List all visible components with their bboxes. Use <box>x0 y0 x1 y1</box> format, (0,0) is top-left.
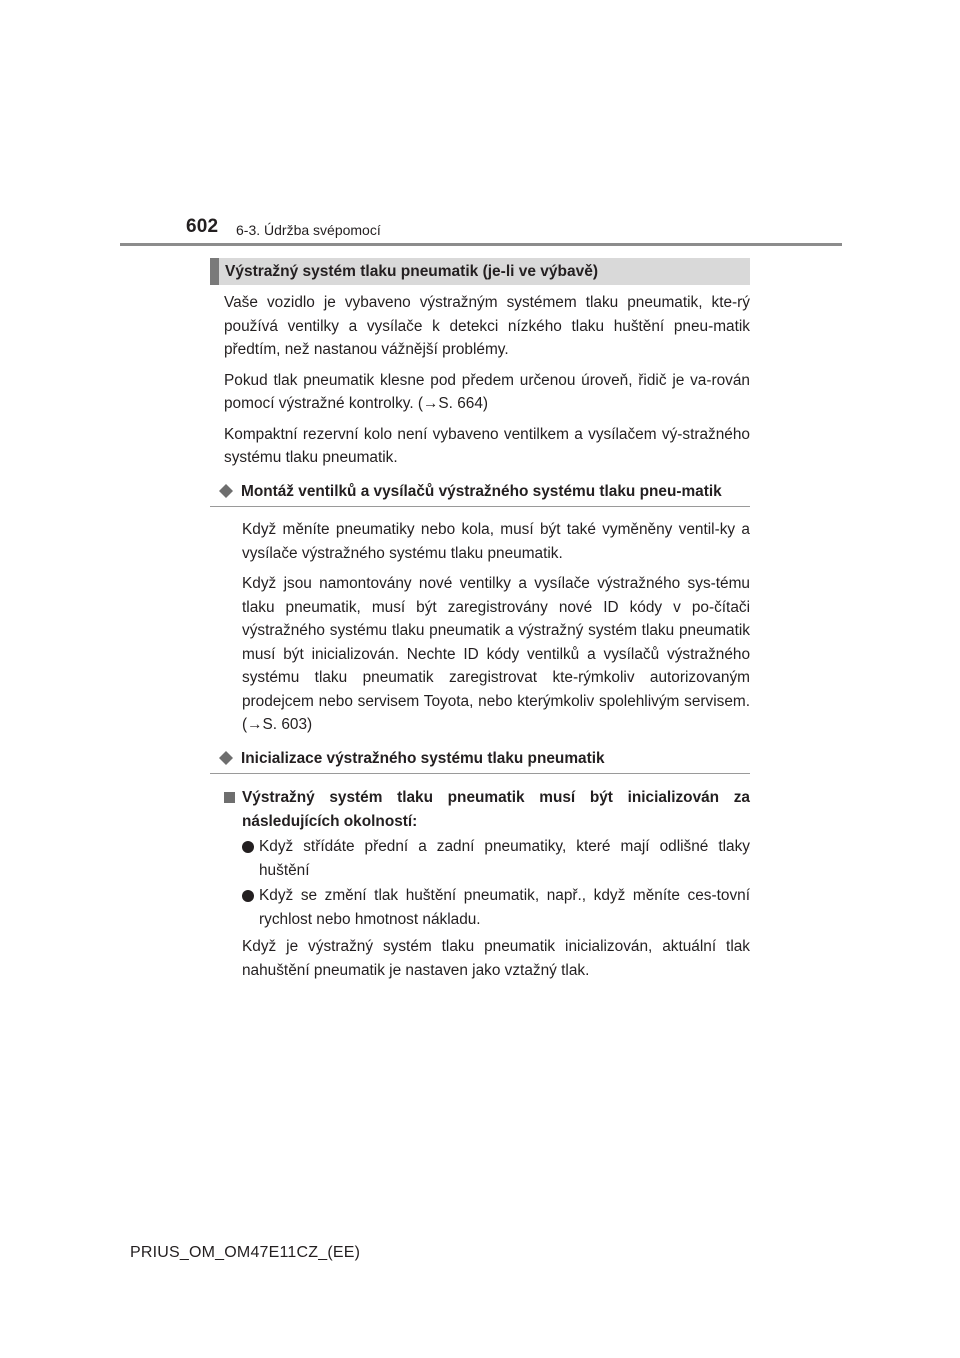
diamond-bullet-icon <box>219 480 241 504</box>
list-item-text: Když střídáte přední a zadní pneumatiky, které mají odlišné tlaky huštění <box>259 838 750 879</box>
circle-bullet-icon <box>242 884 259 908</box>
intro-paragraph-1: Vaše vozidlo je vybaveno výstražným systémem tlaku pneumatik, kte-rý používá ventilky a vysílače k detekci nízkého tlaku huštění pneu-matik předtím, než nastanou vážnější problémy. <box>224 294 750 358</box>
diamond-bullet-icon <box>219 747 241 771</box>
installation-paragraph-2: Když jsou namontovány nové ventilky a vysílače výstražného sys-tému tlaku pneumatik, musí být zaregistrovány nové ID kódy v po-čítači výstražného systému tlaku pneumatik a výstražný systém tlaku pneumatik musí být inicializován. Nechte ID kódy ventilků a vysílačů výstražného systému tlaku pneumatik zaregistrovat kte-rýmkoliv autorizovaným prodejcem nebo servisem Toyota, nebo kterýmkoliv spolehlivým servisem. (→S. 603) <box>242 575 750 733</box>
subsection-heading-initialization <box>210 747 750 775</box>
section-title-bar <box>210 258 750 285</box>
circle-bullet-icon <box>242 835 259 859</box>
installation-block <box>210 518 750 737</box>
subsection-heading-installation <box>210 480 750 508</box>
subsection-title-installation: Montáž ventilků a vysílačů výstražného systému tlaku pneu-matik <box>241 482 722 500</box>
page-number: 602 <box>186 216 219 237</box>
section-title: Výstražný systém tlaku pneumatik (je-li ve výbavě) <box>225 263 599 280</box>
section-path: 6-3. Údržba svépomocí <box>236 222 381 238</box>
list-item <box>242 884 750 931</box>
closing-block <box>210 935 750 982</box>
document-code: PRIUS_OM_OM47E11CZ_(EE) <box>130 1244 361 1261</box>
installation-paragraph-1: Když měníte pneumatiky nebo kola, musí být také vyměněny ventil-ky a vysílače výstražného systému tlaku pneumatik. <box>242 521 750 562</box>
condition-heading <box>210 786 750 833</box>
content-area <box>210 258 750 982</box>
closing-paragraph: Když je výstražný systém tlaku pneumatik inicializován, aktuální tlak nahuštění pneumatik je nastaven jako vztažný tlak. <box>242 938 750 979</box>
condition-list <box>210 835 750 931</box>
square-bullet-icon <box>224 786 242 810</box>
intro-block <box>210 291 750 470</box>
intro-paragraph-3: Kompaktní rezervní kolo není vybaveno ventilkem a vysílačem vý-stražného systému tlaku pneumatik. <box>224 425 750 466</box>
list-item <box>242 835 750 882</box>
intro-paragraph-2: Pokud tlak pneumatik klesne pod předem určenou úroveň, řidič je va-rován pomocí výstražné kontrolky. (→S. 664) <box>224 371 750 412</box>
header-divider <box>120 243 842 246</box>
condition-heading-text: Výstražný systém tlaku pneumatik musí být inicializován za následujících okolností: <box>242 789 750 830</box>
list-item-text: Když se změní tlak huštění pneumatik, např., když měníte ces-tovní rychlost nebo hmotnost nákladu. <box>259 887 750 928</box>
subsection-title-initialization: Inicializace výstražného systému tlaku pneumatik <box>241 749 605 767</box>
